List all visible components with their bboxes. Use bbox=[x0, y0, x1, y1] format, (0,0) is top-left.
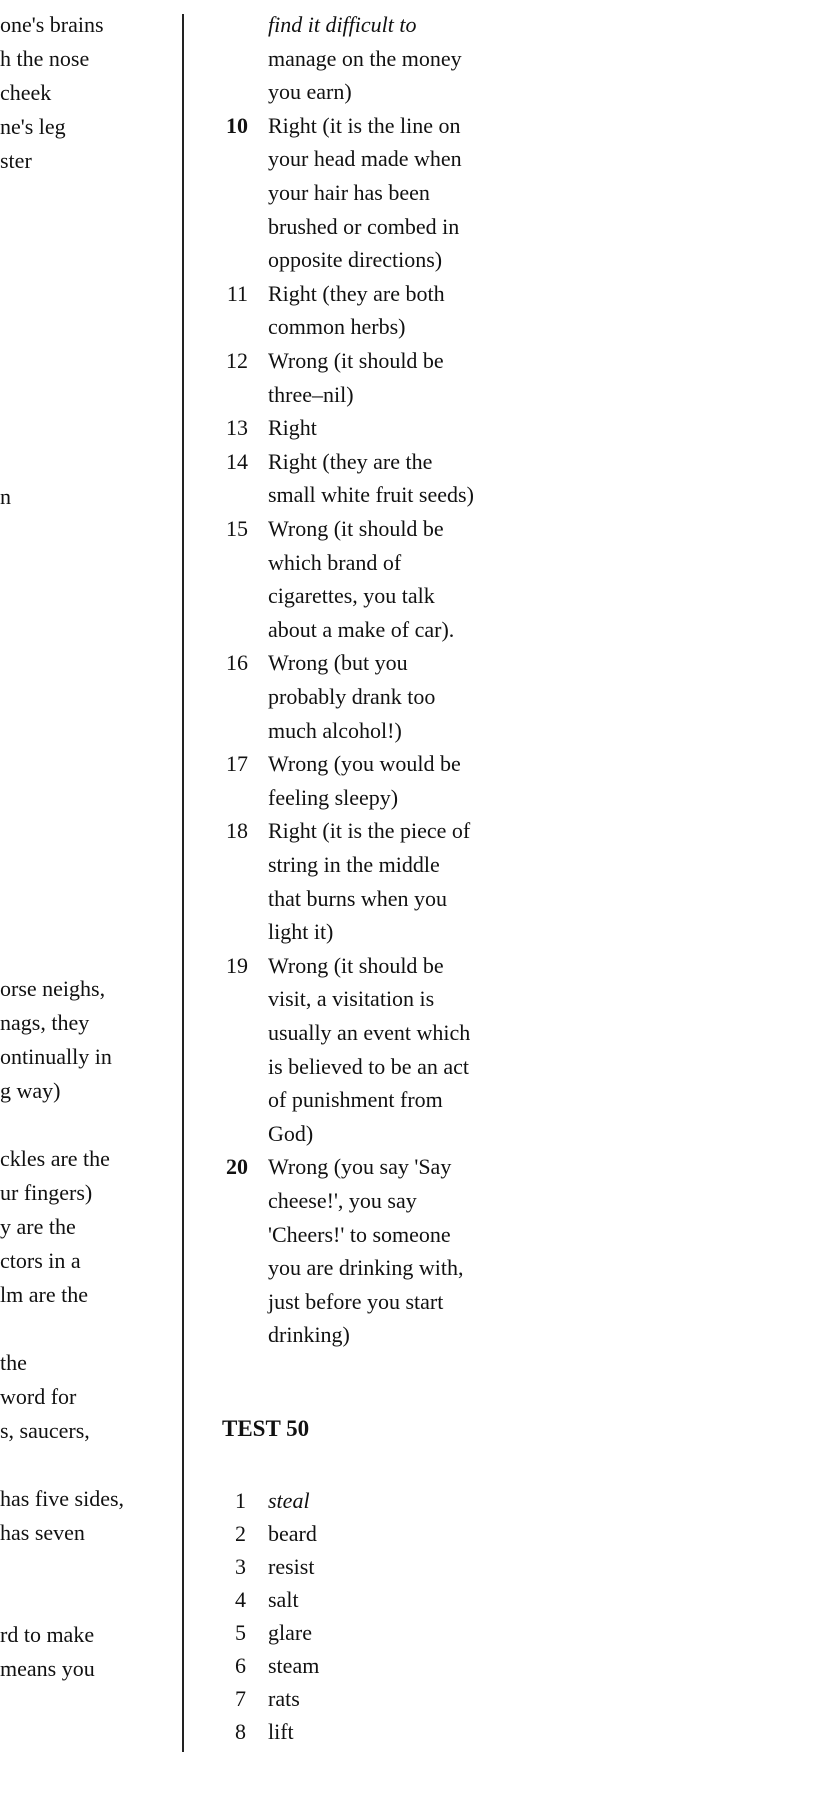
answer-text-line: which brand of bbox=[268, 549, 402, 575]
answer-number: 13 bbox=[226, 415, 248, 441]
answer-text-line: your head made when bbox=[268, 146, 462, 172]
answer-number: 10 bbox=[226, 112, 248, 138]
answer-text-line: manage on the money bbox=[268, 45, 462, 71]
answer-text-line: of punishment from bbox=[268, 1087, 443, 1113]
answer-text-line: is believed to be an act bbox=[268, 1053, 469, 1079]
answer-text-line: cigarettes, you talk bbox=[268, 583, 435, 609]
test-50-item-word: resist bbox=[268, 1554, 315, 1579]
left-fragment-line: lm are the bbox=[0, 1282, 88, 1307]
left-fragment-line: ontinually in bbox=[0, 1044, 112, 1069]
left-fragment-line: g way) bbox=[0, 1078, 61, 1103]
test-50-item-number: 3 bbox=[235, 1554, 246, 1579]
left-fragment-line: word for bbox=[0, 1384, 77, 1409]
answer-number: 20 bbox=[226, 1154, 248, 1180]
left-column-cropped bbox=[0, 0, 181, 1800]
answer-text-line: Wrong (you say 'Say bbox=[268, 1154, 452, 1180]
left-fragment-line: ckles are the bbox=[0, 1146, 110, 1171]
test-50-item-number: 8 bbox=[235, 1719, 246, 1744]
answer-text-line: that burns when you bbox=[268, 885, 448, 911]
test-50-item-word: steal bbox=[268, 1488, 310, 1513]
answer-number: 15 bbox=[226, 516, 248, 541]
left-fragment-line: rd to make bbox=[0, 1622, 95, 1647]
test-50-item-number: 5 bbox=[235, 1620, 246, 1645]
test-50-item-word: salt bbox=[268, 1587, 299, 1612]
answer-text-line: three–nil) bbox=[268, 381, 354, 407]
left-fragment-line: has five sides, bbox=[0, 1486, 125, 1511]
answer-number: 12 bbox=[226, 348, 248, 373]
test-50-item-number: 6 bbox=[235, 1653, 246, 1678]
test-50-item-number: 7 bbox=[235, 1686, 246, 1711]
answer-text-line: just before you start bbox=[268, 1288, 444, 1314]
answer-text-line: Right (it is the piece of bbox=[268, 818, 471, 844]
test-50-item-word: glare bbox=[268, 1620, 312, 1645]
answer-text-line: you earn) bbox=[268, 79, 352, 105]
answer-text-line: God) bbox=[268, 1120, 314, 1146]
answer-text-line: common herbs) bbox=[268, 314, 406, 340]
left-fragment-line: h the nose bbox=[0, 46, 90, 71]
left-fragment-line: s, saucers, bbox=[0, 1418, 90, 1443]
left-fragment-line: the bbox=[0, 1350, 27, 1375]
answer-number: 18 bbox=[226, 818, 248, 844]
left-fragment-line: n bbox=[0, 484, 11, 509]
column-divider bbox=[182, 14, 184, 1752]
answer-text-line: feeling sleepy) bbox=[268, 784, 399, 810]
answer-text-line: usually an event which bbox=[268, 1020, 471, 1045]
test-50-item-word: lift bbox=[268, 1719, 294, 1744]
answer-text-line: string in the middle bbox=[268, 852, 440, 877]
test-50-item-word: beard bbox=[268, 1521, 317, 1546]
test-50-item-word: rats bbox=[268, 1686, 300, 1711]
answer-text-line: find it difficult to bbox=[268, 12, 417, 37]
left-fragment-line: y are the bbox=[0, 1214, 76, 1239]
answer-text-line: Right (they are the bbox=[268, 448, 433, 474]
left-fragment-line: means you bbox=[0, 1656, 95, 1681]
answer-text-line: light it) bbox=[268, 919, 334, 945]
left-fragment-line: cheek bbox=[0, 80, 52, 105]
answer-text-line: visit, a visitation is bbox=[268, 986, 435, 1012]
test-50-item-number: 1 bbox=[235, 1488, 246, 1513]
answer-text-line: Right (they are both bbox=[268, 280, 445, 306]
answer-text-line: your hair has been bbox=[268, 180, 430, 205]
test-50-item-word: steam bbox=[268, 1653, 320, 1678]
answer-text-line: 'Cheers!' to someone bbox=[268, 1221, 451, 1247]
test-50-item-number: 4 bbox=[235, 1587, 246, 1612]
answer-text-line: probably drank too bbox=[268, 684, 436, 709]
answer-text-line: Wrong (you would be bbox=[268, 751, 461, 777]
answer-number: 16 bbox=[226, 650, 248, 676]
answer-text-line: Right (it is the line on bbox=[268, 112, 461, 138]
left-fragment-line: ne's leg bbox=[0, 114, 66, 139]
left-fragment-line: ur fingers) bbox=[0, 1180, 93, 1205]
answer-text-line: you are drinking with, bbox=[268, 1255, 464, 1281]
answer-text-line: Right bbox=[268, 415, 317, 441]
answer-text-line: opposite directions) bbox=[268, 247, 443, 273]
answer-text-line: brushed or combed in bbox=[268, 213, 460, 239]
answer-text-line: small white fruit seeds) bbox=[268, 482, 474, 508]
test-50-heading: TEST 50 bbox=[222, 1416, 310, 1441]
answer-text-line: much alcohol!) bbox=[268, 717, 402, 743]
answer-text-line: drinking) bbox=[268, 1322, 350, 1348]
left-fragment-line: one's brains bbox=[0, 12, 104, 37]
answer-text-line: Wrong (it should be bbox=[268, 348, 444, 373]
answer-number: 17 bbox=[226, 751, 248, 777]
answer-text-line: about a make of car). bbox=[268, 616, 455, 642]
test-50-item-number: 2 bbox=[235, 1521, 246, 1546]
answer-number: 19 bbox=[226, 952, 248, 978]
left-fragment-line: ctors in a bbox=[0, 1248, 81, 1273]
left-fragment-line: has seven bbox=[0, 1520, 85, 1545]
left-fragment-line: nags, they bbox=[0, 1010, 90, 1035]
answer-text-line: Wrong (but you bbox=[268, 650, 408, 676]
answer-text-line: Wrong (it should be bbox=[268, 952, 444, 978]
answer-number: 11 bbox=[226, 280, 248, 306]
answer-text-line: Wrong (it should be bbox=[268, 516, 444, 541]
answer-text-line: cheese!', you say bbox=[268, 1188, 417, 1213]
answer-number: 14 bbox=[226, 448, 248, 474]
left-fragment-line: ster bbox=[0, 148, 32, 173]
left-fragment-line: orse neighs, bbox=[0, 976, 106, 1001]
